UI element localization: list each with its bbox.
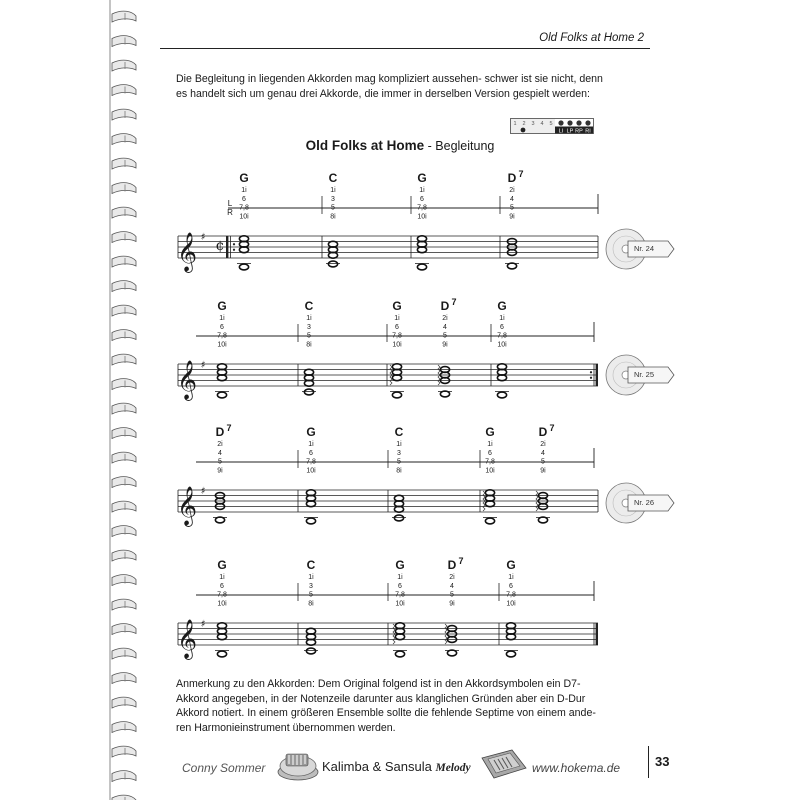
chord-symbol: [441, 297, 457, 348]
tine-number: 5: [541, 458, 545, 466]
tine-number: 6: [242, 195, 246, 203]
chord-note: [176, 677, 606, 735]
tine-number: 2i: [509, 187, 515, 194]
tine-number: 8i: [306, 341, 312, 349]
footer-product-main: Kalimba & Sansula: [322, 759, 432, 774]
footer-website[interactable]: www.hokema.de: [532, 761, 621, 775]
cd-track-label: Nr. 26: [634, 498, 655, 507]
tine-number: 9i: [442, 341, 448, 349]
finger-number: 3: [531, 121, 535, 127]
chord-symbol: [395, 558, 405, 607]
note-chord: [304, 628, 318, 654]
chord-superscript: 7: [451, 297, 457, 307]
music-system: [177, 423, 598, 527]
tine-number: 4: [218, 449, 222, 457]
tine-number: 1i: [508, 574, 514, 581]
tine-number: 1i: [219, 574, 225, 581]
chord-name: C: [304, 299, 314, 313]
chord-name: G: [239, 171, 249, 185]
note-head: [497, 392, 506, 398]
tine-number: 9i: [449, 600, 455, 608]
chord-name: C: [328, 171, 338, 185]
tine-number: 6: [395, 323, 399, 331]
tine-number: 10i: [306, 467, 316, 475]
finger-number: 4: [540, 121, 544, 127]
sheet-title-main: Old Folks at Home: [305, 138, 425, 153]
note-head: [440, 391, 449, 397]
note-head: [306, 648, 315, 654]
tine-number: 7,8: [239, 204, 249, 212]
intro-line: es handelt sich um genau drei Akkorde, die immer in derselben Version gespielt werden:: [176, 88, 590, 100]
chord-name: G: [217, 299, 227, 313]
note-head: [417, 264, 426, 270]
tine-number: 6: [488, 449, 492, 457]
tine-number: 4: [450, 582, 454, 590]
chord-superscript: 7: [458, 556, 464, 566]
finger-number: 1: [513, 121, 517, 127]
tine-number: 10i: [239, 213, 249, 221]
tine-number: 7,8: [417, 204, 427, 212]
chord-symbol: [307, 558, 316, 607]
tine-number: 8i: [396, 467, 402, 475]
tine-number: 2i: [540, 441, 546, 448]
tine-number: 5: [450, 591, 454, 599]
tine-number: 10i: [395, 600, 405, 608]
finger-label: RI: [585, 128, 591, 134]
tine-number: 5: [307, 332, 311, 340]
finger-label: LI: [558, 128, 564, 134]
chord-name: D: [215, 425, 225, 439]
tine-number: 8i: [308, 600, 314, 608]
note-head: [485, 518, 494, 524]
note-head: [306, 518, 315, 524]
chord-name: G: [485, 425, 495, 439]
tine-number: 1i: [308, 574, 314, 581]
tine-number: 1i: [394, 315, 400, 322]
tine-number: 2i: [449, 574, 455, 581]
chord-symbol: [395, 425, 404, 474]
chord-symbol: [217, 558, 227, 607]
note-chord: [392, 495, 406, 521]
note-head: [395, 651, 404, 657]
tine-number: 7,8: [395, 591, 405, 599]
key-sharp: ♯: [200, 232, 206, 243]
tine-number: 4: [443, 323, 447, 331]
tine-number: 7,8: [506, 591, 516, 599]
tine-number: 6: [220, 323, 224, 331]
chord-superscript: 7: [226, 423, 232, 433]
tine-number: 1i: [330, 187, 336, 194]
tine-number: 8i: [330, 213, 336, 221]
note-head: [538, 517, 547, 523]
chord-symbol: [417, 171, 427, 220]
note-head: [217, 651, 226, 657]
chord-name: D: [440, 299, 450, 313]
note-head: [239, 264, 248, 270]
tine-number: 5: [443, 332, 447, 340]
chord-name: C: [306, 558, 316, 572]
chord-symbol: [216, 423, 232, 474]
tine-number: 6: [500, 323, 504, 331]
chord-name: G: [497, 299, 507, 313]
tine-number: 5: [510, 204, 514, 212]
chord-symbol: [306, 425, 316, 474]
chord-name: D: [507, 171, 517, 185]
chord-symbol: [329, 171, 338, 220]
tine-number: 1i: [396, 441, 402, 448]
chord-symbol: [539, 423, 555, 474]
chord-name: G: [395, 558, 405, 572]
chord-symbol: [305, 299, 314, 348]
chord-note-line: Anmerkung zu den Akkorden: Dem Original folgend ist in den Akkordsymbolen ein D7-: [176, 678, 581, 690]
chord-symbol: [239, 171, 249, 220]
note-chord: [213, 493, 227, 523]
chord-superscript: 7: [518, 169, 524, 179]
note-head: [328, 261, 337, 267]
tine-number: 6: [509, 582, 513, 590]
treble-clef: 𝄞: [176, 619, 198, 659]
chord-name: D: [538, 425, 548, 439]
footer-product-script: Melody: [435, 762, 471, 774]
chord-symbol: [506, 558, 516, 607]
music-system: [177, 297, 598, 401]
key-sharp: ♯: [200, 486, 206, 497]
cd-track-label: Nr. 25: [634, 370, 655, 379]
chord-name: G: [217, 558, 227, 572]
finger-number: 5: [549, 121, 553, 127]
note-chord: [326, 241, 340, 267]
tine-number: 3: [307, 323, 311, 331]
tine-number: 10i: [506, 600, 516, 608]
tine-number: 10i: [217, 341, 227, 349]
note-chord: [505, 239, 519, 269]
staff: [177, 619, 598, 660]
tine-number: 3: [397, 449, 401, 457]
chord-symbol: [508, 169, 524, 220]
tine-number: 6: [220, 582, 224, 590]
tine-number: 9i: [540, 467, 546, 475]
chord-name: G: [417, 171, 427, 185]
note-head: [217, 392, 226, 398]
footer-product: [322, 759, 471, 774]
chord-note-line: ren Harmonieinstrument übernommen werden.: [176, 721, 396, 734]
chord-symbol: [485, 425, 495, 474]
tine-number: 1i: [308, 441, 314, 448]
tine-number: 1i: [487, 441, 493, 448]
page-footer: [160, 740, 680, 790]
right-hand-label: R: [227, 208, 233, 217]
tine-number: 1i: [499, 315, 505, 322]
page-number: 33: [648, 746, 669, 778]
page-header-title: Old Folks at Home 2: [539, 32, 644, 44]
chord-name: G: [306, 425, 316, 439]
tine-number: 2i: [442, 315, 448, 322]
note-head: [506, 651, 515, 657]
left-hand-label: L: [227, 199, 233, 208]
note-head: [215, 517, 224, 523]
tine-number: 10i: [485, 467, 495, 475]
footer-author: Conny Sommer: [182, 761, 266, 775]
tine-number: 1i: [397, 574, 403, 581]
chord-symbol: [392, 299, 402, 348]
staff: [177, 360, 598, 401]
key-sharp: ♯: [200, 360, 206, 371]
note-chord: [302, 369, 316, 395]
tine-number: 4: [510, 195, 514, 203]
tine-number: 9i: [509, 213, 515, 221]
tine-number: 7,8: [497, 332, 507, 340]
tine-number: 4: [541, 449, 545, 457]
tine-number: 6: [420, 195, 424, 203]
tine-number: 5: [218, 458, 222, 466]
chord-superscript: 7: [549, 423, 555, 433]
tine-number: 5: [309, 591, 313, 599]
tine-number: 3: [331, 195, 335, 203]
treble-clef: 𝄞: [176, 360, 198, 400]
music-system: [177, 169, 598, 273]
music-system: [177, 556, 598, 660]
tine-number: 10i: [392, 341, 402, 349]
tine-number: 10i: [497, 341, 507, 349]
time-signature: ¢: [215, 238, 225, 254]
note-head: [304, 389, 313, 395]
tine-number: 7,8: [217, 591, 227, 599]
note-head: [392, 392, 401, 398]
tine-number: 1i: [241, 187, 247, 194]
tine-number: 6: [309, 449, 313, 457]
tine-number: 1i: [419, 187, 425, 194]
cd-track-marker: [604, 353, 676, 397]
chord-note-line: Akkord notiert. In einem größeren Ensemble sollte die fehlende Septime von einem ande-: [176, 707, 596, 719]
tine-number: 7,8: [485, 458, 495, 466]
sheet-title-sub: - Begleitung: [424, 139, 495, 153]
key-sharp: ♯: [200, 619, 206, 630]
kalimba-image: [276, 744, 320, 782]
chord-name: G: [506, 558, 516, 572]
finger-number: 2: [522, 121, 526, 127]
finger-label: RP: [575, 128, 583, 134]
note-head: [447, 650, 456, 656]
intro-line: Die Begleitung in liegenden Akkorden mag kompliziert aussehen- schwer ist sie nicht, denn: [176, 73, 603, 85]
chord-name: C: [394, 425, 404, 439]
staff: [177, 486, 598, 527]
note-head: [394, 515, 403, 521]
sansula-image: [478, 746, 528, 782]
tine-number: 5: [331, 204, 335, 212]
cd-track-marker: [604, 481, 676, 525]
tine-number: 10i: [217, 600, 227, 608]
chord-note-line: Akkord angegeben, in der Notenzeile darunter aus klanglichen Gründen aber ein D-Dur: [176, 692, 586, 705]
tine-number: 6: [398, 582, 402, 590]
cd-track-label: Nr. 24: [634, 244, 655, 253]
chord-name: D: [447, 558, 457, 572]
finger-label: LP: [566, 128, 574, 134]
tine-number: 9i: [217, 467, 223, 475]
tine-number: 10i: [417, 213, 427, 221]
tine-number: 5: [397, 458, 401, 466]
chord-symbol: [448, 556, 464, 607]
staff: [177, 232, 598, 273]
chord-name: G: [392, 299, 402, 313]
tine-number: 7,8: [392, 332, 402, 340]
tine-number: 1i: [306, 315, 312, 322]
tine-number: 3: [309, 582, 313, 590]
treble-clef: 𝄞: [176, 486, 198, 526]
tine-number: 7,8: [306, 458, 316, 466]
tine-number: 2i: [217, 441, 223, 448]
note-head: [507, 263, 516, 269]
cd-track-marker: [604, 227, 676, 271]
chord-symbol: [217, 299, 227, 348]
treble-clef: 𝄞: [176, 232, 198, 272]
tine-number: 7,8: [217, 332, 227, 340]
tine-number: 1i: [219, 315, 225, 322]
chord-symbol: [497, 299, 507, 348]
